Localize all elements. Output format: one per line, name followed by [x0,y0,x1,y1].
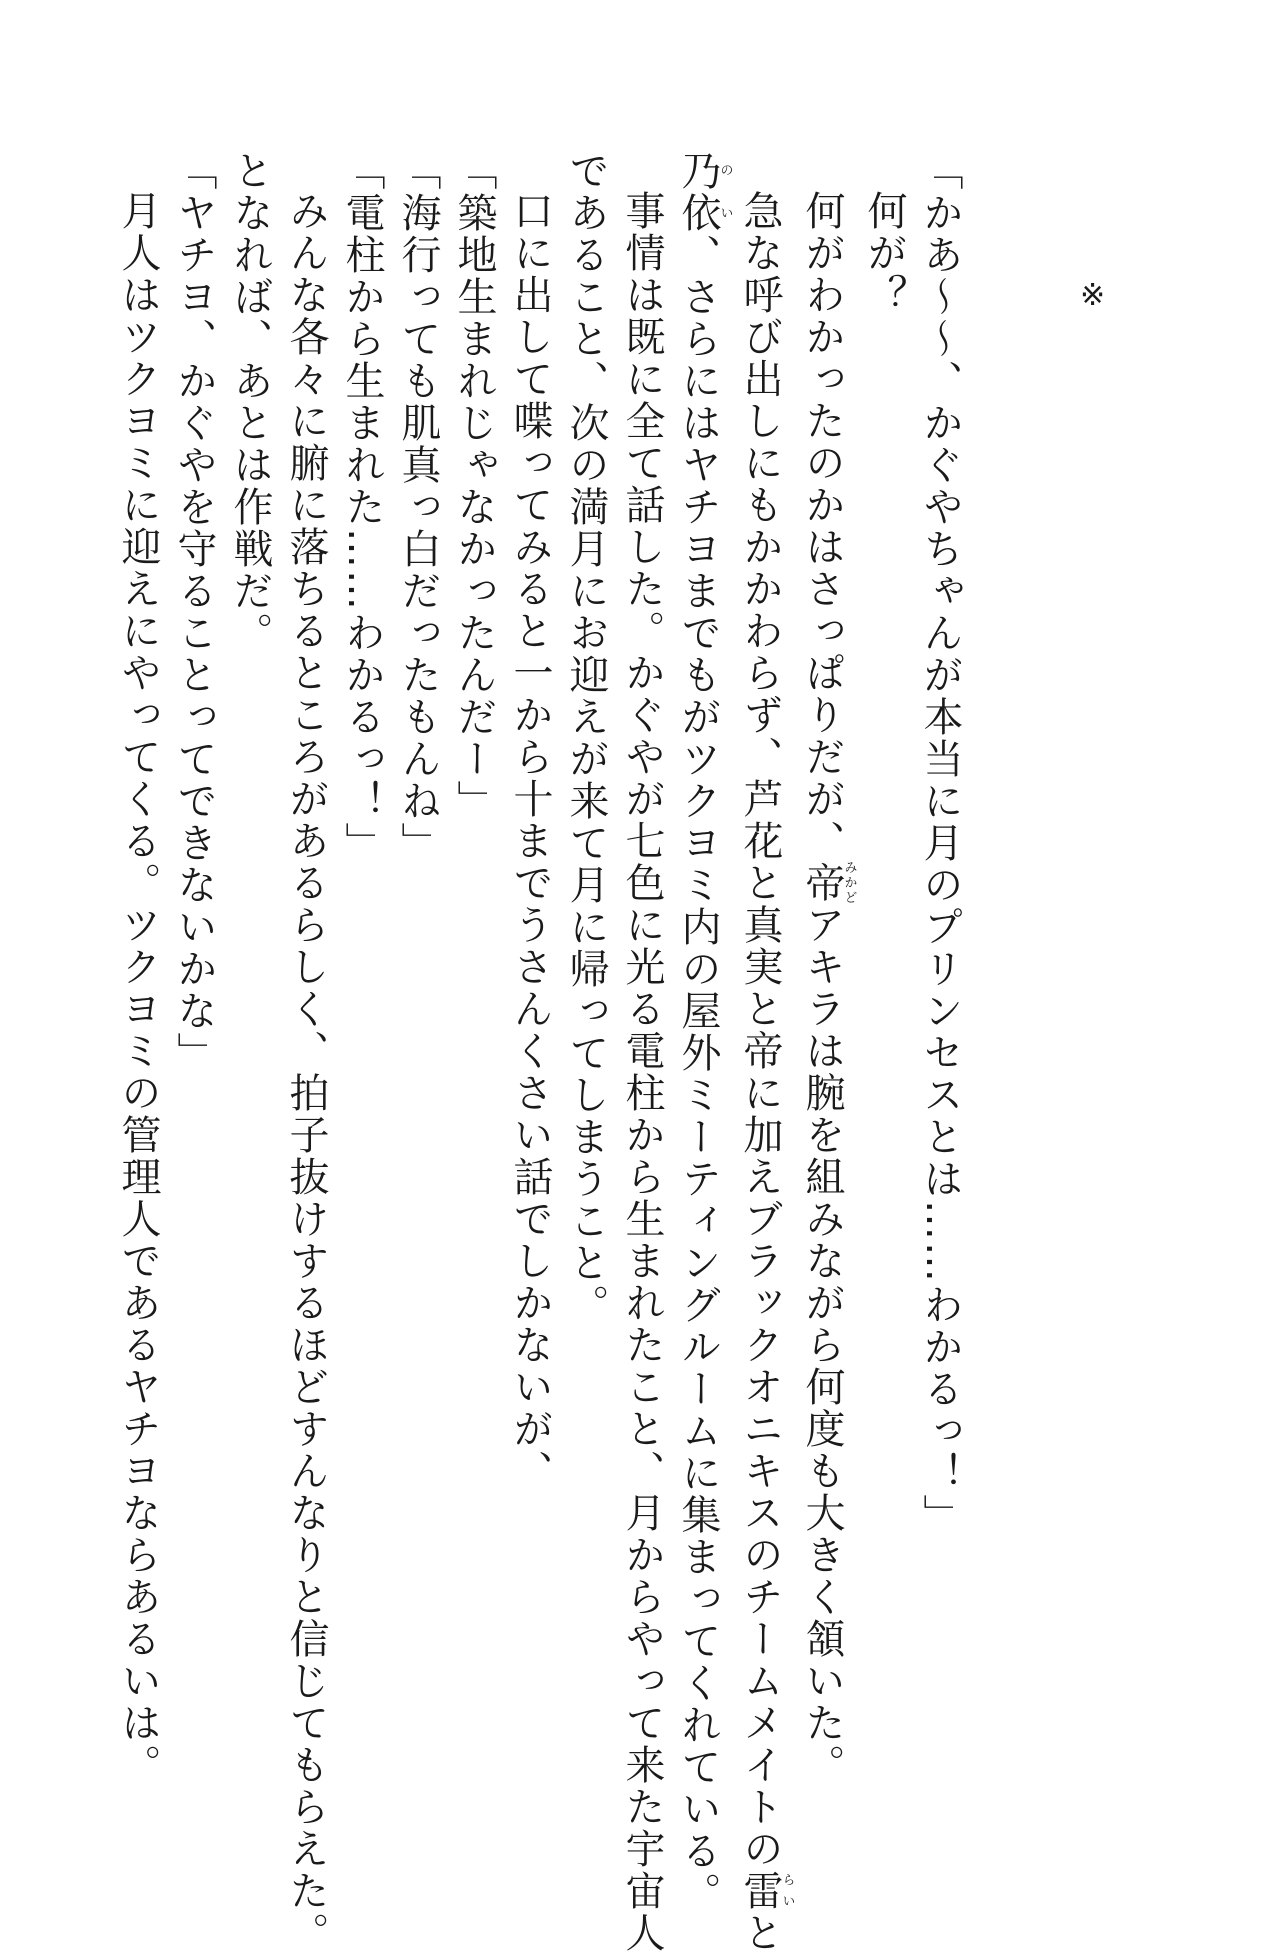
narration-line: 事情は既に全て話した。かぐやが七色に光る電柱から生まれたこと、月からやって来た宇宙人 [619,190,665,1954]
text-segment: 、さらにはヤチヨまでもがツクヨミ内の屋外ミーティングルームに集まってくれている。 [675,234,721,1914]
dialogue-line: 「かあ〜〜、かぐやちゃんが本当に月のプリンセスとは……わかるっ！」 [917,150,963,1536]
ruby-word [737,1870,795,1912]
narration-line: 口に出して喋ってみると一から十までうさんくさい話でしかないが、 [507,190,553,1492]
narration-line [794,150,857,1786]
ruby-base: 乃依 [675,150,721,234]
text-segment: 何がわかったのかはさっぱりだが、 [799,190,845,862]
narration-line: 何が？ [861,190,907,316]
ruby-reading: らい [779,1870,795,1912]
dialogue-line: 「電柱から生まれた……わかるっ！」 [339,150,385,864]
ruby-reading: のい [717,150,733,234]
ruby-word [799,860,857,906]
dialogue-line: 「ヤチヨ、かぐやを守ることってできないかな」 [171,150,217,1074]
text-segment: と [737,1912,783,1954]
ruby-reading: みかど [841,860,857,906]
narration-line [732,150,795,1954]
narration-line: みんな各々に腑に落ちるところがあるらしく、拍子抜けするほどすんなりと信じてもらえた。 [283,190,329,1954]
dialogue-line: 「海行っても肌真っ白だったもんね」 [395,150,441,864]
text-segment: アキラは腕を組みながら何度も大きく頷いた。 [799,904,845,1786]
narration-line [670,150,733,1914]
narration-line: であること、次の満月にお迎えが来て月に帰ってしまうこと。 [563,150,609,1326]
novel-body-text [110,150,968,1954]
text-segment: 急な呼び出しにもかかわらず、芦花と真実と帝に加えブラックオニキスのチームメイトの [737,190,783,1870]
ruby-base: 雷 [737,1870,783,1912]
narration-line: となれば、あとは作戦だ。 [227,150,273,654]
ruby-base: 帝 [799,860,845,906]
scene-break-mark: ※ [1080,278,1106,313]
narration-line: 月人はツクヨミに迎えにやってくる。ツクヨミの管理人であるヤチヨならあるいは。 [115,190,161,1786]
ruby-word [675,150,733,234]
dialogue-line: 「築地生まれじゃなかったんだー」 [451,150,497,822]
